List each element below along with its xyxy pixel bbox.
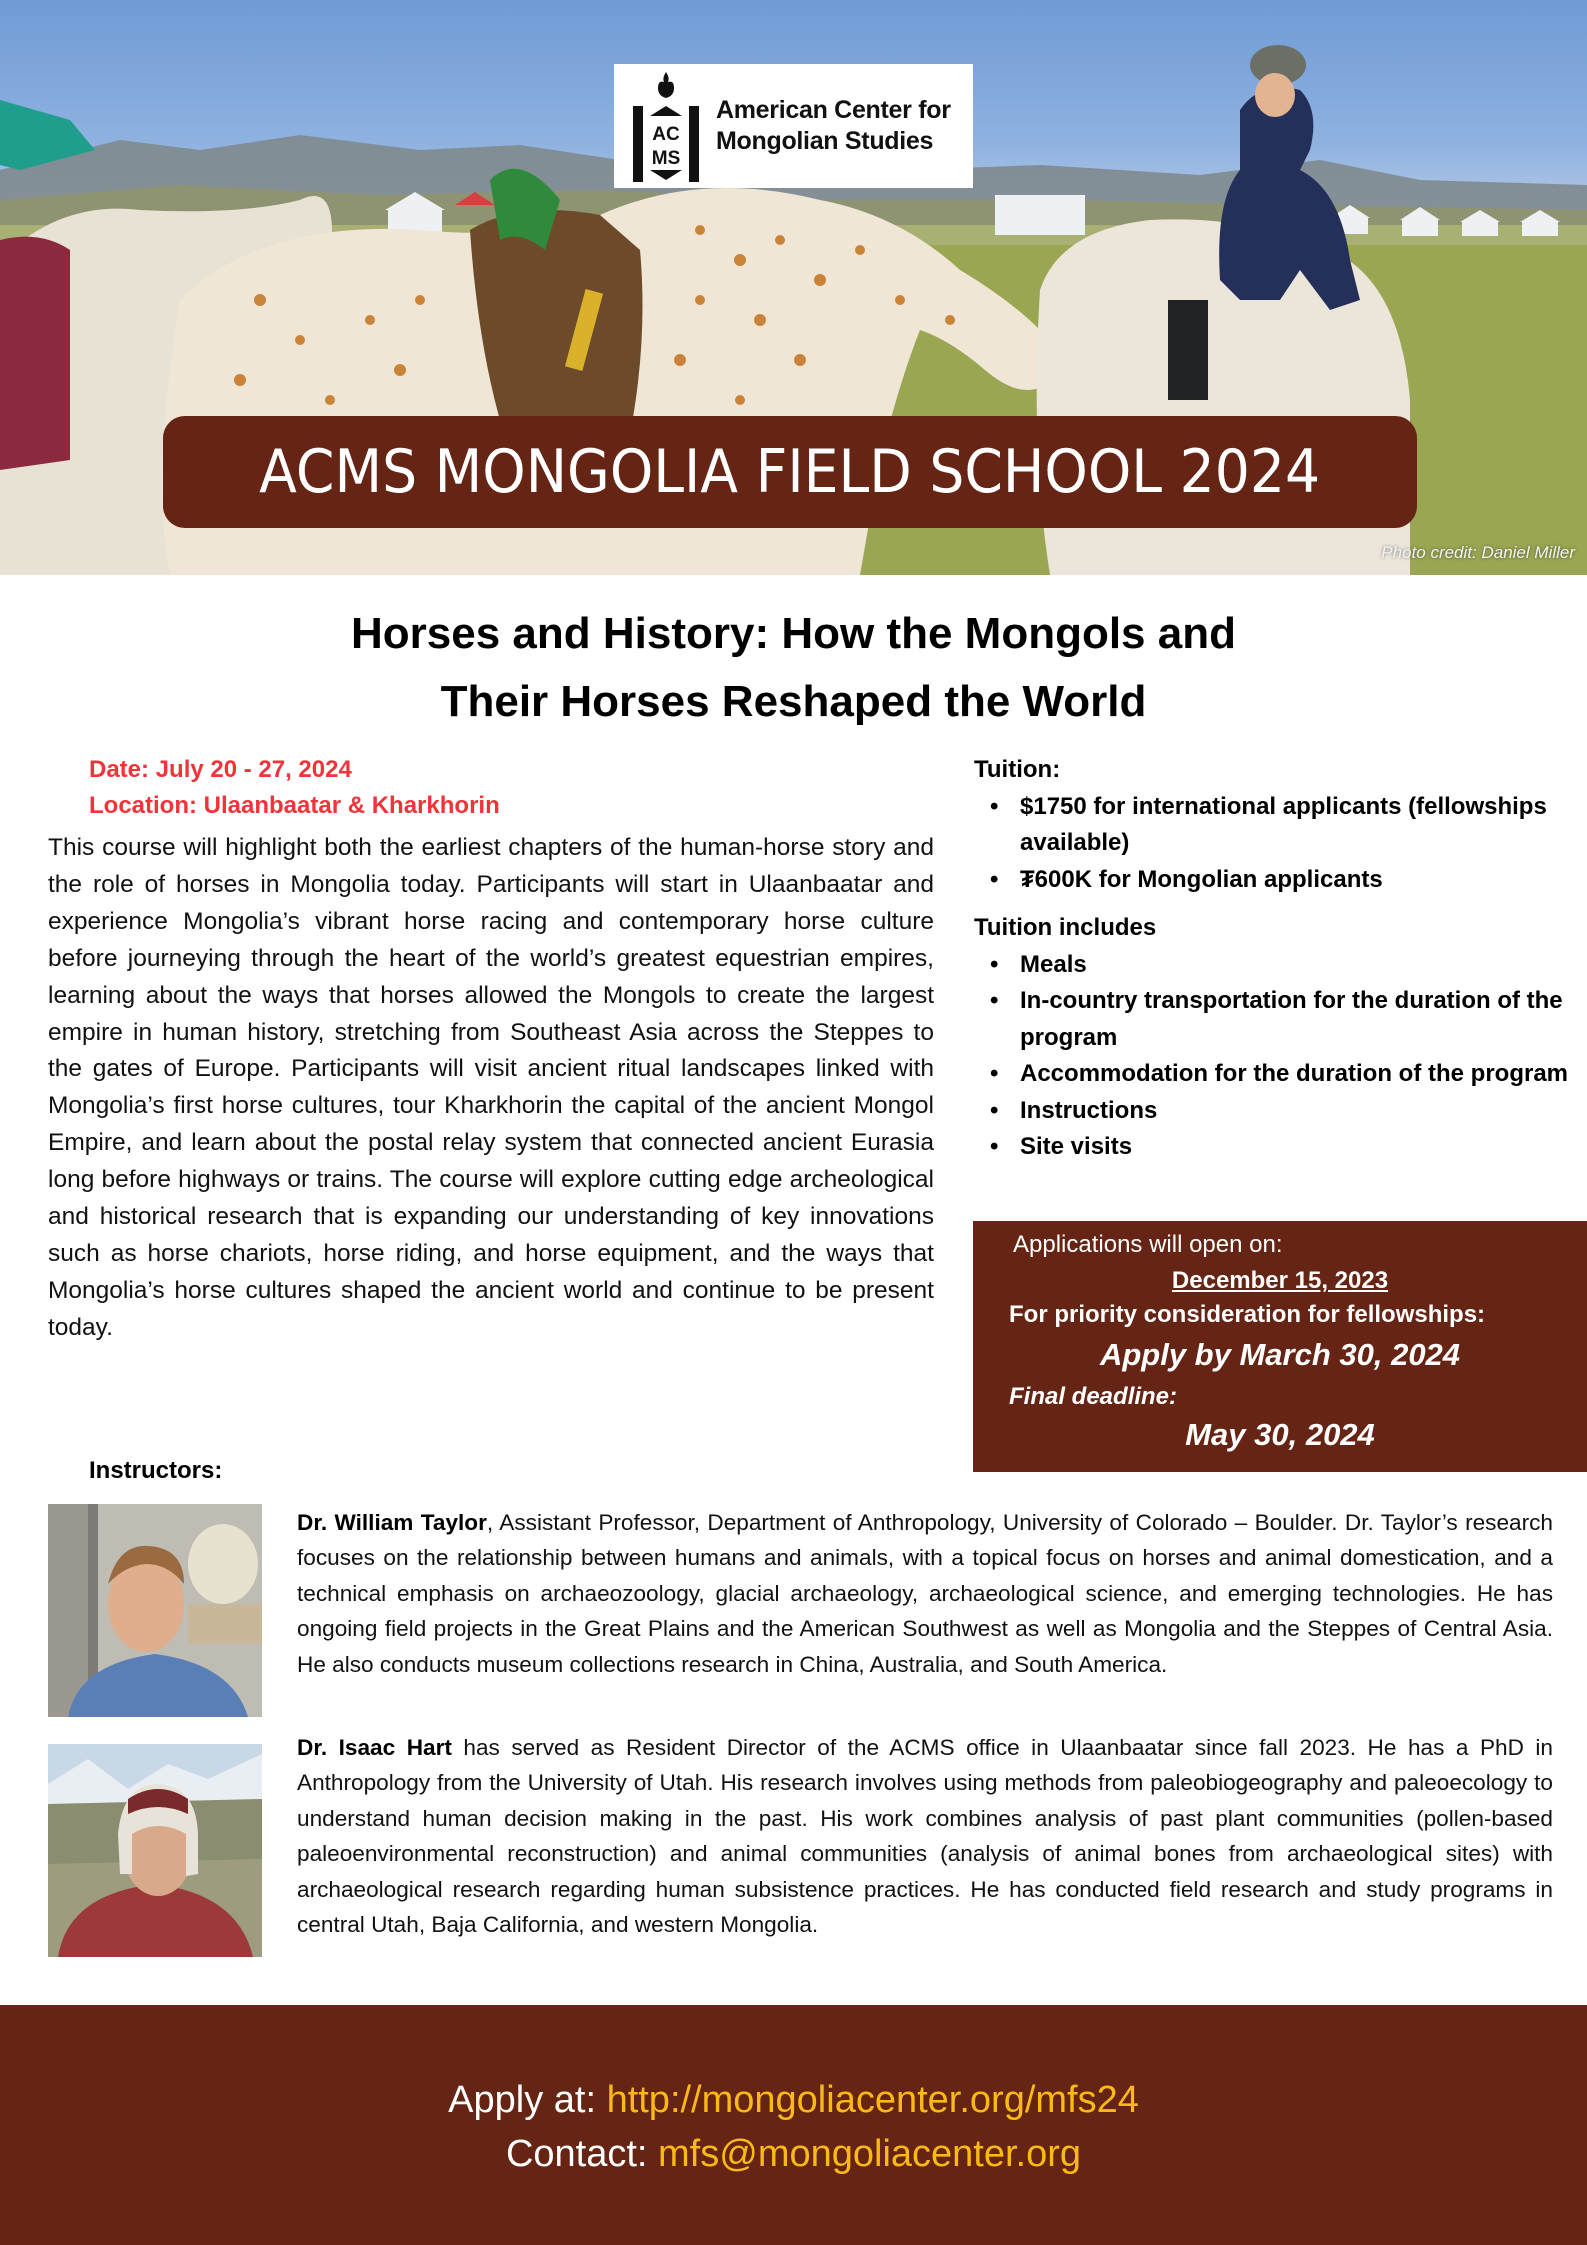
headline-line-2: Their Horses Reshaped the World	[440, 677, 1147, 726]
acms-logo[interactable]	[614, 64, 973, 188]
tuition-list	[974, 789, 1574, 899]
includes-item: • In-country transportation for the duration of the program	[974, 983, 1574, 1056]
applications-open-label: Applications will open on:	[1013, 1231, 1283, 1258]
svg-text:MS: MS	[651, 148, 681, 169]
instructor-photo-hart	[48, 1744, 262, 1957]
priority-deadline-date: Apply by March 30, 2024	[1099, 1337, 1461, 1372]
contact-label: Contact:	[505, 2133, 659, 2175]
event-meta	[89, 752, 500, 824]
tuition-item: • $1750 for international applicants (fellowships available)	[974, 789, 1574, 862]
contact-line	[0, 2127, 1587, 2181]
apply-line	[0, 2073, 1587, 2127]
priority-deadline-label: For priority consideration for fellowships:	[1009, 1301, 1486, 1328]
includes-item: • Meals	[974, 947, 1574, 984]
org-name-line1: American Center for	[716, 96, 951, 124]
instructor-bio-text: , Assistant Professor, Department of Anthropology, University of Colorado – Boulder. Dr. Taylor’s research focuses on the relationship between humans and animals, with a topical focus on horses and animal domestication, and a technical emphasis on archaeozoology, glacial archaeology, archaeological science, and emerging technologies. He has ongoing field projects in the Great Plains and the American Southwest as well as Mongolia and the Steppes of Central Asia. He also conducts museum collections research in China, Australia, and South America.	[297, 1510, 1553, 1677]
final-deadline-label: Final deadline:	[1009, 1383, 1178, 1410]
contact-email-link[interactable]: mfs@mongoliacenter.org	[658, 2133, 1082, 2175]
deadlines-box	[973, 1221, 1587, 1472]
photo-credit: Photo credit: Daniel Miller	[1381, 543, 1575, 562]
instructor-name: Dr. Isaac Hart	[297, 1735, 452, 1760]
hero-photo	[0, 0, 1587, 575]
tuition-includes-list	[974, 947, 1574, 1166]
footer-contact	[0, 2005, 1587, 2245]
tuition-section	[974, 752, 1574, 1166]
instructor-name: Dr. William Taylor	[297, 1510, 487, 1535]
includes-item: • Site visits	[974, 1129, 1574, 1166]
instructor-bio-hart	[297, 1730, 1553, 1942]
instructor-photo-taylor	[48, 1504, 262, 1717]
event-date: Date: July 20 - 27, 2024	[89, 756, 352, 783]
org-name-line2: Mongolian Studies	[716, 127, 934, 155]
tuition-heading: Tuition:	[974, 756, 1061, 783]
applications-open-date: December 15, 2023	[1171, 1267, 1389, 1294]
instructor-bio-taylor	[297, 1505, 1553, 1682]
headline-line-1: Horses and History: How the Mongols and	[351, 609, 1236, 658]
banner-title: ACMS MONGOLIA FIELD SCHOOL 2024	[259, 437, 1321, 507]
instructors-heading: Instructors:	[89, 1457, 223, 1484]
includes-item: • Accommodation for the duration of the program	[974, 1056, 1574, 1093]
apply-label: Apply at:	[448, 2079, 607, 2121]
includes-item: • Instructions	[974, 1093, 1574, 1130]
final-deadline-date: May 30, 2024	[1185, 1417, 1375, 1452]
tuition-includes-heading: Tuition includes	[974, 914, 1157, 941]
portrait-hart-image	[48, 1744, 262, 1957]
instructor-bio-text: has served as Resident Director of the ACMS office in Ulaanbaatar since fall 2023. He has a PhD in Anthropology from the University of Utah. His research involves using methods from paleobiogeography and paleoecology to understand human decision making in the past. His work combines analysis of past plant communities (pollen-based paleoenvironmental reconstruction) and animal communities (analysis of animal bones from archaeological sites) with archaeological research regarding human subsistence practices. He has conducted field research and study programs in central Utah, Baja California, and western Mongolia.	[297, 1735, 1553, 1938]
portrait-taylor-image	[48, 1504, 262, 1717]
event-location: Location: Ulaanbaatar & Kharkhorin	[89, 792, 500, 819]
acms-logo-mark-icon	[628, 70, 704, 182]
svg-text:AC: AC	[652, 124, 680, 145]
apply-link[interactable]: http://mongoliacenter.org/mfs24	[606, 2079, 1139, 2121]
course-headline	[0, 600, 1587, 736]
course-description: This course will highlight both the earliest chapters of the human-horse story and the role of horses in Mongolia today. Participants will start in Ulaanbaatar and experience Mongolia’s vibrant horse racing and contemporary horse culture before journeying through the heart of the world’s greatest equestrian empires, learning about the ways that horses allowed the Mongols to create the largest empire in human history, stretching from Southeast Asia across the Steppes to the gates of Europe. Participants will visit ancient ritual landscapes linked with Mongolia’s first horse cultures, tour Kharkhorin the capital of the ancient Mongol Empire, and learn about the postal relay system that connected ancient Eurasia long before highways or trains. The course will explore cutting edge archeological and historical research that is expanding our understanding of key innovations such as horse chariots, horse riding, and horse equipment, and the ways that Mongolia’s horse cultures shaped the ancient world and continue to be present today.	[48, 834, 934, 1341]
org-name	[716, 95, 951, 157]
title-banner	[163, 416, 1417, 528]
tuition-item: • ₮600K for Mongolian applicants	[974, 862, 1574, 899]
